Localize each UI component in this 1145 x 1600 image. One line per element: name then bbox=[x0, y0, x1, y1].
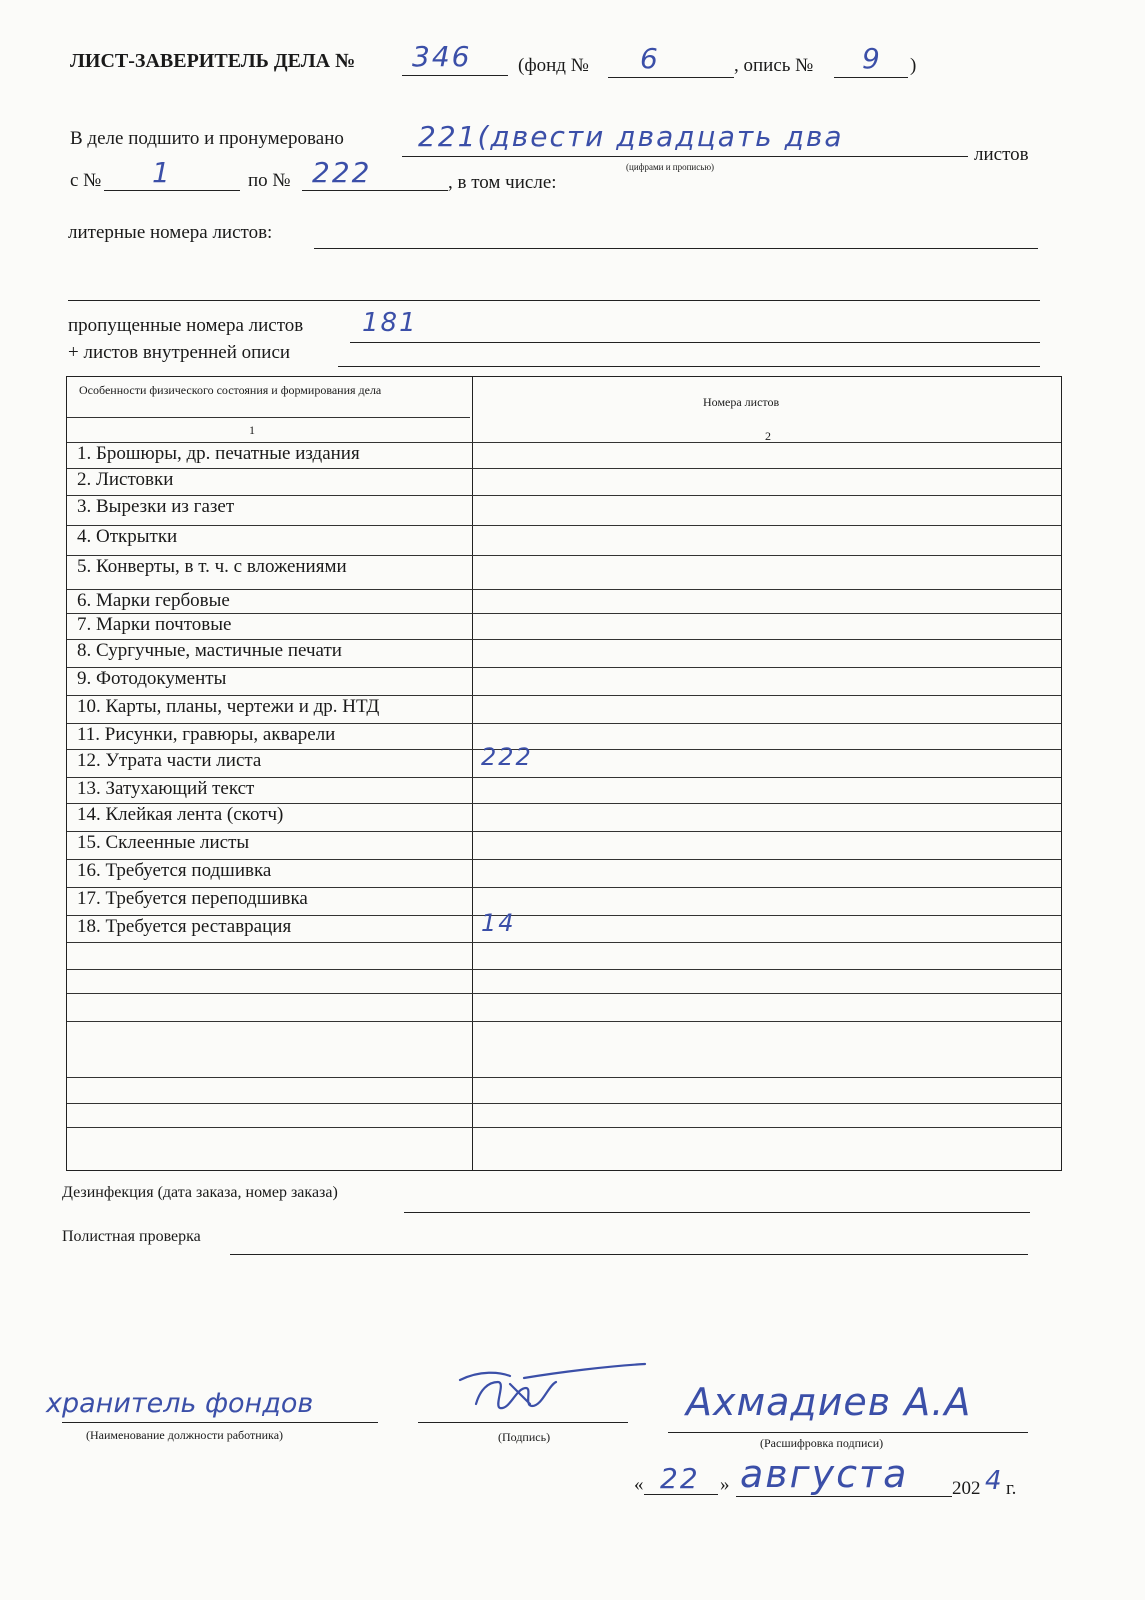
table-row-label: 11. Рисунки, гравюры, акварели bbox=[77, 724, 336, 745]
date-month: августа bbox=[740, 1452, 909, 1496]
fond-label: (фонд № bbox=[518, 55, 589, 76]
table-row-label: 15. Склеенные листы bbox=[77, 832, 250, 853]
col2-number: 2 bbox=[765, 429, 771, 443]
name-value: Ахмадиев А.А bbox=[686, 1380, 972, 1424]
fond-line bbox=[608, 77, 734, 78]
missing-numbers-label: пропущенные номера листов bbox=[68, 315, 304, 336]
table-row-label: 17. Требуется переподшивка bbox=[77, 888, 308, 909]
sheet-check-label: Полистная проверка bbox=[62, 1228, 201, 1245]
position-caption: (Наименование должности работника) bbox=[86, 1428, 284, 1442]
table-row-label: 3. Вырезки из газет bbox=[77, 496, 235, 517]
table-row-label: 12. Утрата части листа bbox=[77, 750, 262, 771]
condition-table bbox=[66, 376, 1062, 1171]
fond-number: 6 bbox=[640, 42, 660, 75]
including-label: , в том числе: bbox=[448, 172, 557, 193]
disinfection-line bbox=[404, 1212, 1030, 1213]
position-line bbox=[62, 1422, 378, 1423]
signature-caption: (Подпись) bbox=[498, 1430, 551, 1444]
col1-number: 1 bbox=[249, 423, 255, 437]
date-year-word: г. bbox=[1006, 1478, 1017, 1499]
table-row-label: 13. Затухающий текст bbox=[77, 778, 255, 799]
table-row-label: 6. Марки гербовые bbox=[77, 590, 230, 611]
date-quote-open: « bbox=[634, 1474, 644, 1495]
col2-header: Номера листов bbox=[703, 395, 780, 409]
opis-number: 9 bbox=[862, 42, 882, 75]
signature-mark bbox=[440, 1360, 650, 1430]
table-row-value: 222 bbox=[481, 743, 533, 771]
table-row-label: 14. Клейкая лента (скотч) bbox=[77, 804, 284, 825]
table-row-label: 1. Брошюры, др. печатные издания bbox=[77, 443, 360, 464]
letter-numbers-line-2 bbox=[68, 300, 1040, 301]
inner-inventory-line bbox=[338, 366, 1040, 367]
case-number-line bbox=[402, 75, 508, 76]
col1-header: Особенности физического состояния и формирования дела bbox=[79, 383, 382, 397]
table-row-divider bbox=[67, 942, 1061, 943]
date-day: 22 bbox=[660, 1462, 700, 1495]
missing-numbers-value: 181 bbox=[362, 308, 418, 338]
name-line bbox=[668, 1432, 1028, 1433]
table-row-divider bbox=[67, 468, 1061, 469]
to-line bbox=[302, 190, 448, 191]
from-value: 1 bbox=[152, 156, 172, 189]
case-number: 346 bbox=[412, 40, 472, 73]
sewn-hint: (цифрами и прописью) bbox=[626, 162, 715, 172]
date-quote-close: » bbox=[720, 1474, 730, 1495]
disinfection-label: Дезинфекция (дата заказа, номер заказа) bbox=[62, 1184, 338, 1201]
table-row-divider bbox=[67, 969, 1061, 970]
missing-numbers-line bbox=[350, 342, 1040, 343]
table-row-divider bbox=[67, 1077, 1061, 1078]
table-row-divider bbox=[67, 525, 1061, 526]
sheet-check-line bbox=[230, 1254, 1028, 1255]
table-row-divider bbox=[67, 993, 1061, 994]
to-label: по № bbox=[248, 170, 291, 191]
table-row-label: 2. Листовки bbox=[77, 469, 174, 490]
inner-inventory-label: + листов внутренней описи bbox=[68, 342, 291, 363]
table-row-divider bbox=[67, 1103, 1061, 1104]
table-row-value: 14 bbox=[481, 909, 516, 937]
table-row-label: 18. Требуется реставрация bbox=[77, 916, 292, 937]
from-label: с № bbox=[70, 170, 102, 191]
table-row-label: 8. Сургучные, мастичные печати bbox=[77, 640, 342, 661]
date-year-prefix: 202 bbox=[952, 1478, 981, 1499]
table-row-divider bbox=[67, 1021, 1061, 1022]
from-line bbox=[104, 190, 240, 191]
signature-line bbox=[418, 1422, 628, 1423]
opis-line bbox=[834, 77, 908, 78]
table-row-label: 16. Требуется подшивка bbox=[77, 860, 272, 881]
document-title: ЛИСТ-ЗАВЕРИТЕЛЬ ДЕЛА № bbox=[70, 50, 356, 72]
to-value: 222 bbox=[312, 156, 372, 189]
letter-numbers-label: литерные номера листов: bbox=[68, 222, 273, 243]
date-year-suffix: 4 bbox=[985, 1466, 1002, 1496]
table-row-label: 5. Конверты, в т. ч. с вложениями bbox=[77, 556, 347, 577]
table-row-divider bbox=[67, 1127, 1061, 1128]
table-row-label: 10. Карты, планы, чертежи и др. НТД bbox=[77, 696, 380, 717]
close-paren: ) bbox=[910, 55, 917, 76]
sewn-line bbox=[402, 156, 968, 157]
date-month-line bbox=[736, 1496, 952, 1497]
table-row-label: 7. Марки почтовые bbox=[77, 614, 232, 635]
header-line-left bbox=[67, 417, 470, 418]
sheets-word: листов bbox=[974, 144, 1029, 165]
table-row-label: 9. Фотодокументы bbox=[77, 668, 227, 689]
sewn-label: В деле подшито и пронумеровано bbox=[70, 128, 344, 149]
position-value: хранитель фондов bbox=[46, 1388, 314, 1419]
table-row-label: 4. Открытки bbox=[77, 526, 178, 547]
letter-numbers-line bbox=[314, 248, 1038, 249]
sewn-value: 221(двести двадцать два bbox=[418, 120, 844, 153]
date-day-line bbox=[644, 1494, 718, 1495]
opis-label: , опись № bbox=[734, 55, 814, 76]
name-caption: (Расшифровка подписи) bbox=[760, 1436, 884, 1450]
